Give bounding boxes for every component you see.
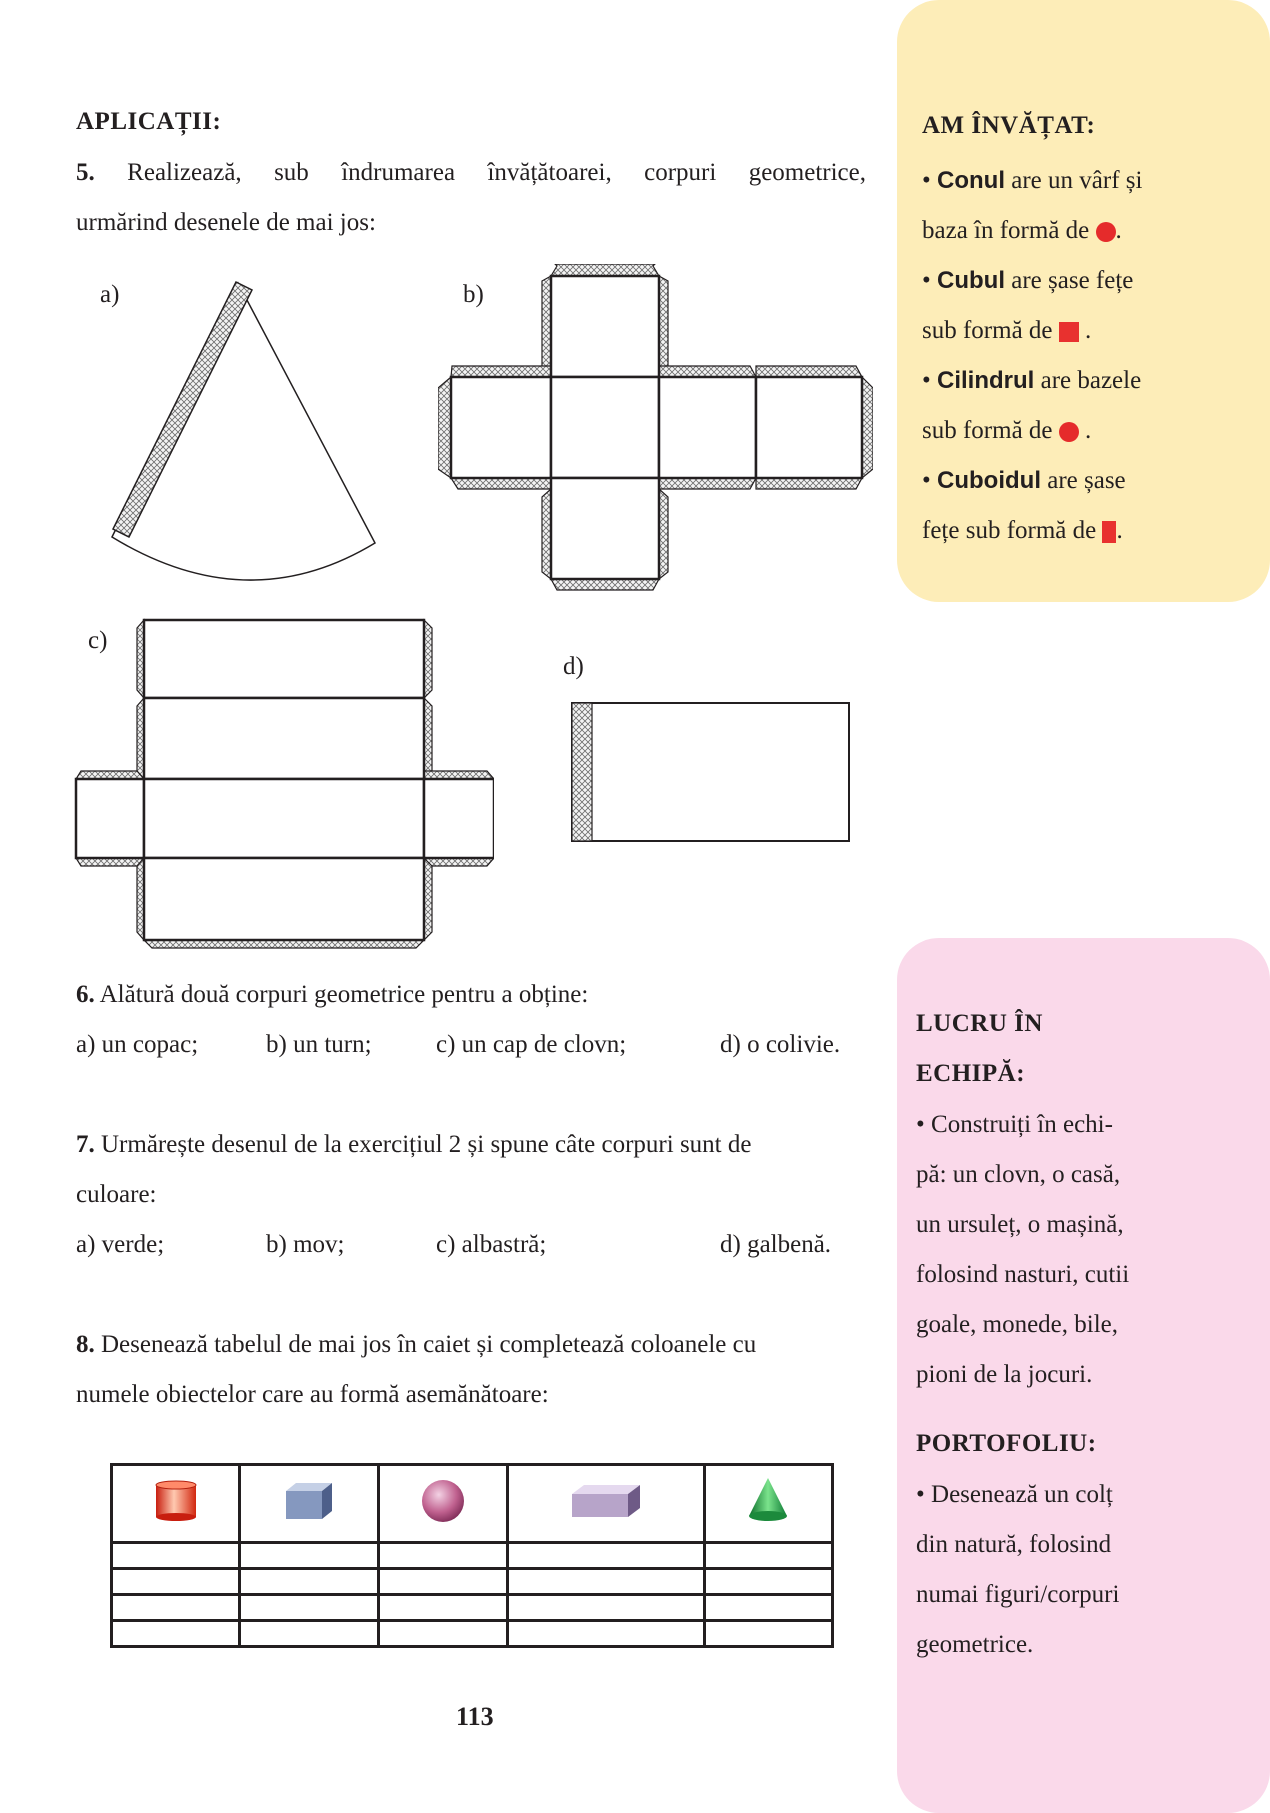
ex7-option-c: c) albastră; bbox=[436, 1231, 547, 1258]
ex7-line1: 7. Urmărește desenul de la exercițiul 2 și spune câte corpuri sunt de bbox=[76, 1131, 752, 1158]
cylinder-net-figure bbox=[570, 700, 852, 845]
table-header-row bbox=[112, 1465, 833, 1543]
red-circle-icon bbox=[1059, 422, 1079, 442]
team-text: • Construiți în echi- pă: un clovn, o casă, un ursuleț, o mașină, folosind nasturi, cutii goale, monede, bile, pioni de la jocuri. bbox=[916, 1111, 1130, 1388]
table-cell bbox=[240, 1543, 379, 1569]
table-cell bbox=[507, 1543, 704, 1569]
learned-item-2: • Cubul are șase fețe sub formă de . bbox=[922, 267, 1134, 344]
table-cell bbox=[507, 1569, 704, 1595]
table-cell bbox=[507, 1621, 704, 1647]
cuboid-icon bbox=[570, 1482, 642, 1520]
table-cell bbox=[704, 1543, 832, 1569]
table-row bbox=[112, 1595, 833, 1621]
table-cell bbox=[240, 1621, 379, 1647]
table-cell bbox=[112, 1595, 240, 1621]
learned-term: Conul bbox=[937, 167, 1005, 194]
table-cell bbox=[379, 1569, 507, 1595]
ex5-line1: 5. Realizează, sub îndrumarea învățătoarei, corpuri geometrice, bbox=[76, 159, 866, 186]
table-row bbox=[112, 1569, 833, 1595]
ex7-option-a: a) verde; bbox=[76, 1231, 165, 1258]
red-rectangle-icon bbox=[1102, 521, 1116, 543]
table-cell bbox=[379, 1465, 507, 1543]
learned-item-4: • Cuboidul are șase fețe sub formă de . bbox=[922, 467, 1126, 544]
table-cell bbox=[704, 1465, 832, 1543]
table-cell bbox=[240, 1569, 379, 1595]
cube-icon bbox=[284, 1481, 334, 1521]
cuboid-net-figure bbox=[74, 618, 494, 953]
table-cell bbox=[379, 1595, 507, 1621]
ex8-line1: 8. Desenează tabelul de mai jos în caiet și completează coloanele cu bbox=[76, 1331, 757, 1358]
figure-label-d: d) bbox=[563, 653, 584, 680]
table-cell bbox=[112, 1543, 240, 1569]
cube-net-figure bbox=[438, 264, 873, 594]
table-cell bbox=[379, 1543, 507, 1569]
table-row bbox=[112, 1621, 833, 1647]
red-square-icon bbox=[1059, 322, 1079, 342]
table-cell bbox=[704, 1621, 832, 1647]
learned-term: Cubul bbox=[937, 267, 1005, 294]
table-cell bbox=[507, 1465, 704, 1543]
team-title-line2: ECHIPĂ: bbox=[916, 1060, 1026, 1087]
table-cell bbox=[379, 1621, 507, 1647]
figure-label-b: b) bbox=[463, 281, 484, 308]
ex8-line2: numele obiectelor care au formă asemănătoare: bbox=[76, 1381, 549, 1408]
table-cell bbox=[507, 1595, 704, 1621]
table-cell bbox=[240, 1465, 379, 1543]
learned-item-1: • Conul are un vârf și baza în formă de . bbox=[922, 167, 1143, 244]
sidebar-learned-title: AM ÎNVĂȚAT: bbox=[922, 112, 1096, 139]
table-row bbox=[112, 1543, 833, 1569]
ex6-option-d: d) o colivie. bbox=[720, 1031, 841, 1058]
ex7-option-b: b) mov; bbox=[266, 1231, 345, 1258]
ex7-line2: culoare: bbox=[76, 1181, 157, 1208]
ex6-option-a: a) un copac; bbox=[76, 1031, 199, 1058]
learned-item-3: • Cilindrul are bazele sub formă de . bbox=[922, 367, 1142, 444]
ex6-text: 6. Alătură două corpuri geometrice pentru a obține: bbox=[76, 981, 589, 1008]
learned-term: Cilindrul bbox=[937, 367, 1035, 394]
portfolio-title: PORTOFOLIU: bbox=[916, 1430, 1097, 1457]
ex5-line2: urmărind desenele de mai jos: bbox=[76, 209, 376, 236]
ex7-option-d: d) galbenă. bbox=[720, 1231, 832, 1258]
ex6-option-c: c) un cap de clovn; bbox=[436, 1031, 627, 1058]
table-cell bbox=[112, 1621, 240, 1647]
team-title-line1: LUCRU ÎN bbox=[916, 1010, 1043, 1037]
table-cell bbox=[112, 1465, 240, 1543]
table-cell bbox=[704, 1569, 832, 1595]
shapes-table bbox=[110, 1463, 834, 1648]
figure-label-c: c) bbox=[88, 627, 108, 654]
cone-net-figure bbox=[100, 270, 400, 600]
page-number: 113 bbox=[456, 1702, 494, 1731]
table-cell bbox=[112, 1569, 240, 1595]
table-cell bbox=[704, 1595, 832, 1621]
portfolio-text: • Desenează un colț din natură, folosind numai figuri/corpuri geometrice. bbox=[916, 1481, 1120, 1658]
section-title: APLICAȚII: bbox=[76, 108, 222, 135]
cone-icon bbox=[745, 1476, 791, 1526]
cylinder-icon bbox=[153, 1479, 199, 1523]
figure-label-a: a) bbox=[100, 281, 120, 308]
learned-term: Cuboidul bbox=[937, 467, 1041, 494]
red-circle-icon bbox=[1096, 222, 1116, 242]
table-cell bbox=[240, 1595, 379, 1621]
ex6-option-b: b) un turn; bbox=[266, 1031, 372, 1058]
sphere-icon bbox=[420, 1478, 466, 1524]
